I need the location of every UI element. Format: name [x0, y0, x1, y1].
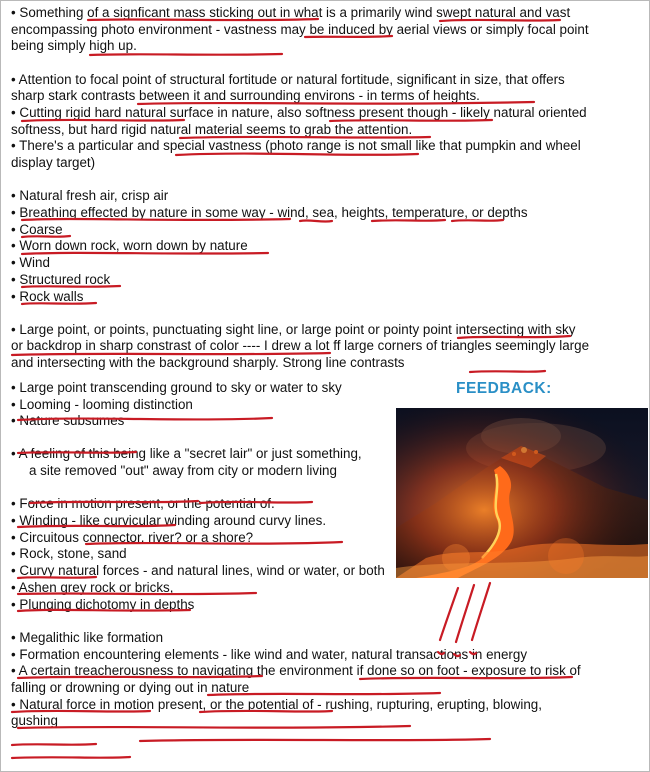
bullet-text: • Cutting rigid hard natural surface in nature, also softness present though - likely natural oriented softness, but hard rigid natural material seems to grab the attention.: [11, 105, 587, 137]
bullet-text: • Circuitous connector. river? or a shore?: [11, 529, 254, 545]
bullet-text: • Natural fresh air, crisp air: [11, 188, 169, 204]
bullet-text: • Formation encountering elements - like wind and water, natural transactions in energy: [11, 646, 528, 662]
bullet-text: • Rock walls: [11, 288, 84, 304]
bullet-text: • Natural force in motion present, or the potential of - rushing, rupturing, erupting, blowing, gushing: [11, 696, 542, 729]
bullet-text: • A feeling of this being like a "secret lair" or just something,: [11, 446, 362, 462]
bullet-text: • Structured rock: [11, 271, 111, 287]
bullet-text: • Large point, or points, punctuating sight line, or large point or pointy point intersecting with sky or backdrop in sharp constrast of color ---- I drew a lot ff large corners of triangles seemingly large and intersecting with the background sharply. Strong line contrasts: [11, 321, 590, 371]
bullet-text: • Ashen grey rock or bricks,: [11, 579, 174, 595]
notes-document: [11, 5, 591, 730]
bullet-text: • There's a particular and special vastness (photo range is not small like that pumpkin and wheel display target): [11, 138, 581, 171]
bullet-text: • Attention to focal point of structural fortitude or natural fortitude, significant in size, that offers sharp stark contrasts between it and surrounding environs - in terms of heights.: [11, 71, 565, 104]
bullet-text: • Winding - like curvicular winding around curvy lines.: [11, 513, 327, 529]
bullet-text: • Worn down rock, worn down by nature: [11, 238, 248, 254]
bullet-text: • Megalithic like formation: [11, 629, 164, 645]
bullet-text: • Curvy natural forces - and natural lines, wind or water, or both: [11, 563, 385, 579]
feedback-label: FEEDBACK:: [456, 380, 552, 397]
bullet-text: • Looming - looming distinction: [11, 396, 193, 412]
bullet-text: • Large point transcending ground to sky or water to sky: [11, 379, 342, 395]
narrow-column: [11, 380, 396, 563]
volcano-photo: [396, 408, 648, 578]
bullet-text: • A certain treacherousness to navigating the environment if done so on foot - exposure to risk of falling or drowning or dying out in nature: [11, 663, 581, 695]
bullet-text: • Something of a signficant mass sticking out in what is a primarily wind swept natural and vast encompassing photo environment - vastness may be induced by aerial views or simply focal point being simply high up.: [11, 5, 589, 54]
bullet-text: • Coarse: [11, 221, 63, 237]
bullet-text: • Rock, stone, sand: [11, 546, 127, 562]
bullet-text: • Force in motion present, or the potential of.: [11, 496, 275, 512]
bullet-text: • Breathing effected by nature in some way - wind, sea, heights, temperature, or depths: [11, 205, 528, 221]
bullet-text: • Plunging dichotomy in depths: [11, 596, 195, 612]
indented-text: a site removed "out" away from city or modern living: [29, 463, 337, 479]
bullet-text: • Nature subsumes: [11, 413, 125, 429]
bullet-text: • Wind: [11, 255, 50, 271]
